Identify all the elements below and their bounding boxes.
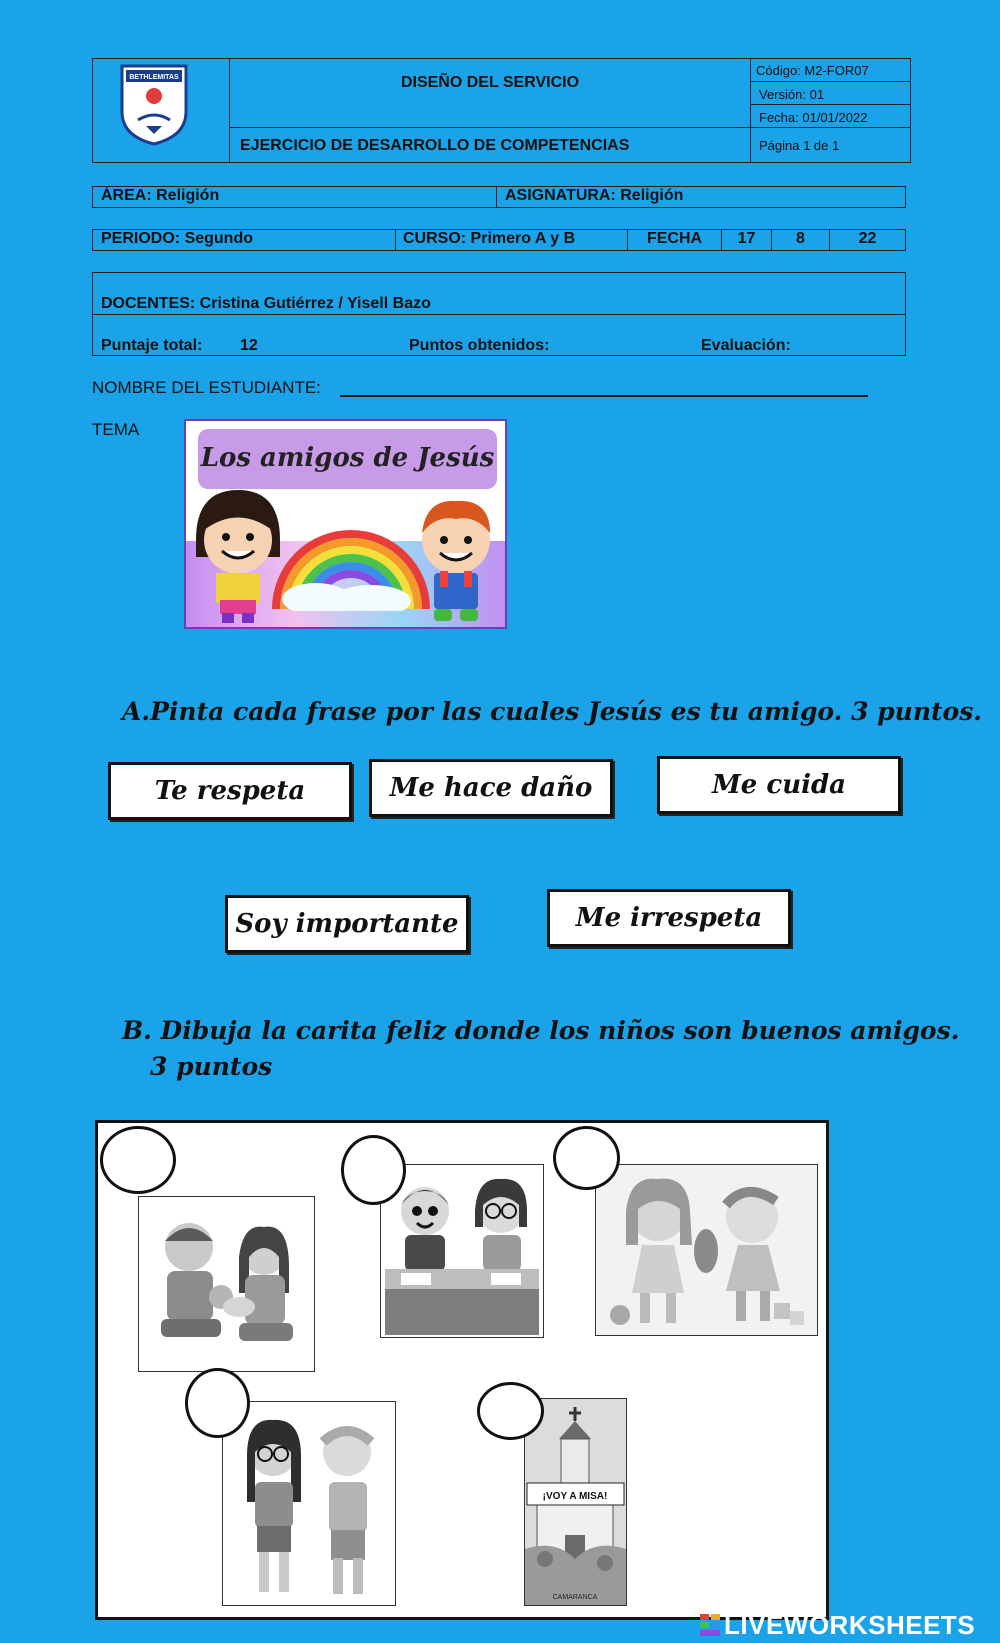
upset-kids-illustration [223,1402,395,1605]
svg-text:CAMARANCA: CAMARANCA [552,1594,598,1601]
picture-3 [595,1164,818,1336]
answer-circle-1[interactable] [100,1126,176,1194]
asignatura-label: ASIGNATURA: Religión [505,187,684,204]
title-cell [229,58,751,128]
answer-circle-3[interactable] [553,1126,620,1190]
boy-illustration [406,485,506,625]
answer-circle-5[interactable] [477,1382,544,1440]
doc-code: Código: M2-FOR07 [756,63,869,78]
doc-page: Página 1 de 1 [759,138,840,153]
phrase-me-hace-dano[interactable]: Me hace daño [369,759,613,817]
student-name-label: NOMBRE DEL ESTUDIANTE: [92,378,321,397]
liveworksheets-icon [700,1614,720,1636]
girl-illustration [188,485,288,625]
answer-circle-4[interactable] [185,1368,250,1438]
section-b-instruction-line2: 3 puntos [150,1052,273,1081]
puntaje-label: Puntaje total: [101,337,203,354]
date-year: 22 [858,230,877,247]
school-logo [118,62,190,146]
tema-label: TEMA [92,420,140,439]
picture-5 [524,1398,627,1606]
phrase-te-respeta[interactable]: Te respeta [108,762,352,820]
doc-subtitle: EJERCICIO DE DESARROLLO DE COMPETENCIAS [240,137,630,154]
liveworksheets-logo [700,1610,975,1640]
picture-4 [222,1401,396,1606]
banner-title: Los amigos de Jesús [200,443,495,473]
date-month: 8 [796,230,805,247]
tema-banner [184,419,507,629]
phrase-soy-importante[interactable]: Soy importante [225,895,469,953]
area-label: ÁREA: Religión [101,187,220,204]
docentes-label: DOCENTES: Cristina Gutiérrez / Yisell Bazo [101,295,431,312]
answer-circle-2[interactable] [341,1135,406,1205]
church-illustration [525,1399,626,1605]
evaluacion-label: Evaluación: [701,337,791,354]
fecha-label: FECHA [646,230,703,247]
phrase-me-cuida[interactable]: Me cuida [657,756,901,814]
svg-text:¡VOY A MISA!: ¡VOY A MISA! [542,1491,608,1502]
periodo-label: PERIODO: Segundo [101,230,253,247]
picture-2 [380,1164,544,1338]
girls-fighting-illustration [596,1165,817,1335]
doc-date: Fecha: 01/01/2022 [759,110,868,125]
kids-toys-illustration [139,1197,314,1371]
phrase-me-irrespeta[interactable]: Me irrespeta [547,889,791,947]
activity-panel [95,1120,829,1620]
picture-1 [138,1196,315,1372]
puntaje-value: 12 [240,337,258,354]
section-b-instruction-line1: B. Dibuja la carita feliz donde los niños son buenos amigos. [122,1016,960,1045]
doc-title: DISEÑO DEL SERVICIO [400,74,580,91]
curso-label: CURSO: Primero A y B [403,230,576,247]
date-day: 17 [737,230,756,247]
section-a-instruction: A.Pinta cada frase por las cuales Jesús es tu amigo. 3 puntos. [122,697,982,726]
svg-text:BETHLEMITAS: BETHLEMITAS [129,74,179,81]
liveworksheets-brand: LIVEWORKSHEETS [724,1609,976,1640]
kids-drawing-illustration [381,1165,543,1337]
doc-version: Versión: 01 [759,87,825,102]
puntos-obtenidos-label: Puntos obtenidos: [409,337,550,354]
student-name-line[interactable] [340,395,868,397]
